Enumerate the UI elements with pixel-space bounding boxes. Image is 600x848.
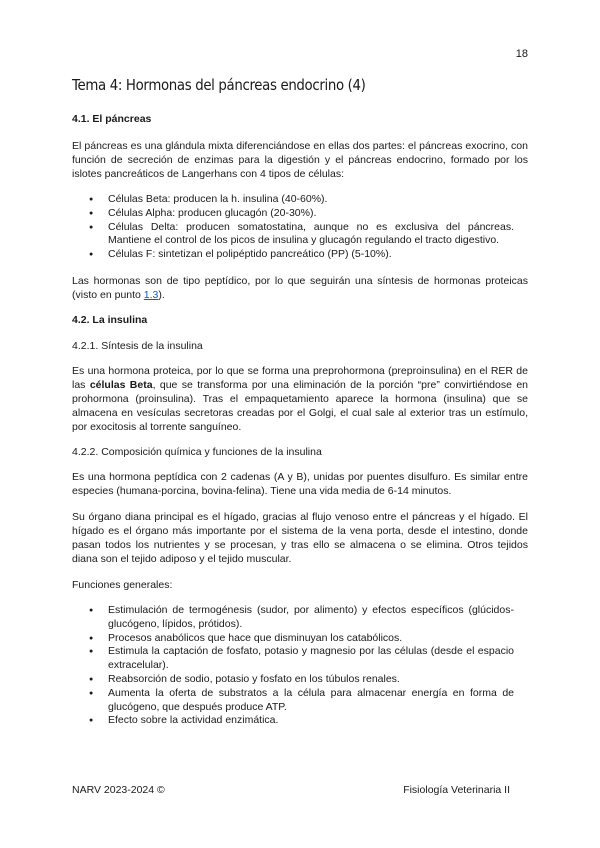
organo-diana-paragraph: Su órgano diana principal es el hígado, gracias al flujo venoso entre el páncreas y el hígado. El hígado es el órgano más importante por el sistema de la vena porta, desde el intestino, donde pasan todos los nutrientes y se procesan, y tras ello se almacena o se elimina. Otros tejidos diana son el tejido adiposo y el tejido muscular. (72, 510, 528, 565)
bold-term: células Beta (89, 378, 153, 391)
pancreas-intro: El páncreas es una glándula mixta diferenciándose en ellas dos partes: el páncreas exocrino, con función de secreción de enzimas para la digestión y el páncreas endocrino, formado por los islotes pancreáticos de Langerhans con 4 tipos de células: (72, 140, 528, 180)
hormones-paragraph: Las hormonas son de tipo peptídico, por lo que seguirán una síntesis de hormonas proteicas (visto en punto 1.3). (72, 274, 528, 301)
list-item: ● Estimulación de termogénesis (sudor, por alimento) y efectos específicos (glúcidos-glucógeno, lípidos, prótidos). (108, 604, 528, 632)
sintesis-paragraph: Es una hormona proteica, por lo que se forma una preprohormona (preproinsulina) en el RER de las células Beta, que se transforma por una eliminación de la porción “pre” convirtiéndose en prohormona (proinsulina). Tras el empaquetamiento aparece la hormona (insulina) que se almacena en vesículas secretoras creadas por el Golgi, el cual sale al exterior tras un estímulo, por exocitosis al torrente sanguíneo. (72, 364, 528, 433)
footer-right: Fisiología Veterinaria II (403, 784, 510, 796)
list-item: ● Reabsorción de sodio, potasio y fosfato en los túbulos renales. (108, 673, 528, 687)
list-item: ● Células Alpha: producen glucagón (20-30%). (108, 207, 528, 221)
page-content (72, 76, 528, 740)
page-number: 18 (515, 48, 528, 60)
subsection-heading-sintesis: 4.2.1. Síntesis de la insulina (72, 339, 203, 352)
subsection-heading-composicion: 4.2.2. Composición química y funciones de la insulina (72, 445, 322, 458)
composicion-paragraph: Es una hormona peptídica con 2 cadenas (A y B), unidas por puentes disulfuro. Es similar entre especies (humana-porcina, bovina-felina). Tiene una vida media de 6-14 minutos. (72, 470, 528, 497)
section-link-1-3[interactable]: 1.3 (143, 288, 159, 301)
list-item: ● Estimula la captación de fosfato, potasio y magnesio por las células (desde el espacio extracelular). (108, 645, 528, 673)
section-heading-pancreas: 4.1. El páncreas (72, 113, 152, 125)
page-title: Tema 4: Hormonas del páncreas endocrino (4) (72, 76, 366, 94)
list-item: ● Células F: sintetizan el polipéptido pancreático (PP) (5-10%). (108, 248, 528, 262)
list-item: ● Células Beta: producen la h. insulina (40-60%). (108, 193, 528, 207)
footer-left: NARV 2023-2024 © (72, 784, 165, 796)
functions-list (72, 604, 528, 728)
funciones-label: Funciones generales: (72, 578, 173, 591)
cell-types-list (72, 193, 528, 262)
list-item: ● Procesos anabólicos que hace que disminuyan los catabólicos. (108, 632, 528, 646)
list-item: ● Efecto sobre la actividad enzimática. (108, 714, 528, 728)
list-item: ● Aumenta la oferta de substratos a la célula para almacenar energía en forma de glucógeno, que después produce ATP. (108, 687, 528, 715)
section-heading-insulina: 4.2. La insulina (72, 313, 148, 326)
list-item: ● Células Delta: producen somatostatina, aunque no es exclusiva del páncreas. Mantiene el control de los picos de insulina y glucagón regulando el tracto digestivo. (108, 221, 528, 249)
